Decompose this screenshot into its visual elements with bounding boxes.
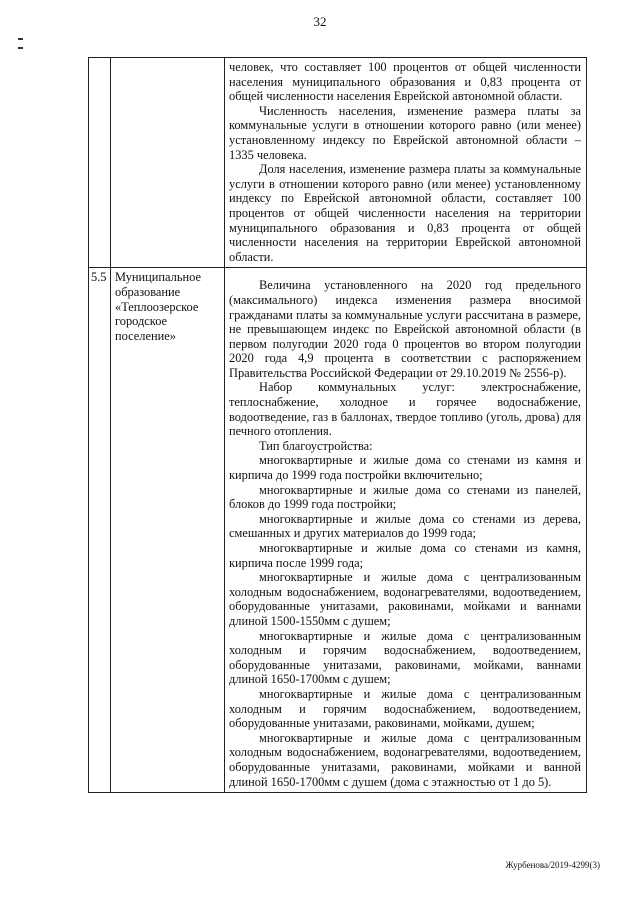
row-paragraph: Набор коммунальных услуг: электроснабжение, теплоснабжение, холодное и горячее водоснабжение, водоотведение, газ в баллонах, твердое топливо (уголь, дрова) для печного отопления. xyxy=(229,380,581,439)
continuation-paragraph: Доля населения, изменение размера платы за коммунальные услуги в отношении которого равно (или менее) установленному индексу по Еврейской автономной области, составляет 100 процентов от общей численности населения на территории муниципального образования и 0,83 процента от общей численности населения на территории Еврейской автономной области. xyxy=(229,162,581,264)
continuation-paragraph: Численность населения, изменение размера платы за коммунальные услуги в отношении которого равно (или менее) установленному индексу по Еврейской автономной области – 1335 человека. xyxy=(229,103,581,162)
row-paragraph: многоквартирные и жилые дома со стенами из панелей, блоков до 1999 года постройки; xyxy=(229,482,581,512)
document-table xyxy=(88,57,587,793)
row-paragraph: многоквартирные и жилые дома со стенами из камня, кирпича после 1999 года; xyxy=(229,541,581,570)
row-paragraph: многоквартирные и жилые дома с централизованным холодным и горячим водоснабжением, водоотведением, оборудованные унитазами, раковинами, мойками, душем; xyxy=(229,686,581,731)
row-paragraph: многоквартирные и жилые дома с централизованным холодным и горячим водоснабжением, водоотведением, оборудованные унитазами, раковинами, мойками, ваннами длиной 1650-1700мм с душем; xyxy=(229,628,581,687)
row-paragraph: многоквартирные и жилые дома со стенами из камня и кирпича до 1999 года постройки включительно; xyxy=(229,453,581,483)
margin-mark xyxy=(18,38,23,40)
page-number: 32 xyxy=(313,14,327,29)
cell-number-empty xyxy=(89,58,111,268)
continuation-paragraph: человек, что составляет 100 процентов от общей численности населения муниципального образования и 0,83 процента от общей численности населения Еврейской автономной области. xyxy=(229,60,581,104)
table-row-5-5 xyxy=(89,268,587,793)
cell-continuation-text xyxy=(225,58,587,268)
row-paragraph: многоквартирные и жилые дома с централизованным холодным водоснабжением, водонагревателями, водоотведением, оборудованные унитазами, раковинами, мойками и ваннами длиной 1500-1550мм с душем; xyxy=(229,570,581,628)
municipality-name: Муниципальное образование «Теплоозерское городское поселение» xyxy=(111,268,225,793)
table-row-continuation xyxy=(89,58,587,268)
row-paragraph: многоквартирные и жилые дома со стенами из дерева, смешанных и других материалов до 1999 года; xyxy=(229,511,581,541)
row-text xyxy=(225,268,587,793)
row-paragraph: Величина установленного на 2020 год предельного (максимального) индекса изменения размера вносимой гражданами платы за коммунальные услуги рассчитана в размере, не превышающем индекс по Еврейской автономной области (в первом полугодии 2020 года 0 процентов во втором полугодии 2020 года 4,9 процента в соответствии с распоряжением Правительства Российской Федерации от 29.10.2019 № 2556-р). xyxy=(229,278,581,380)
margin-mark xyxy=(18,47,23,49)
row-paragraph: Тип благоустройства: xyxy=(259,438,373,453)
margin-marks xyxy=(18,38,24,56)
cell-name-empty xyxy=(111,58,225,268)
row-number: 5.5 xyxy=(89,268,111,793)
row-paragraph: многоквартирные и жилые дома с централизованным холодным водоснабжением, водонагревателями, водоотведением, оборудованные унитазами, раковинами, мойками и ванной длиной 1650-1700мм с душем (дома с этажностью от 1 до 5). xyxy=(229,730,581,789)
document-reference: Журбенова/2019-4299(3) xyxy=(505,860,600,870)
